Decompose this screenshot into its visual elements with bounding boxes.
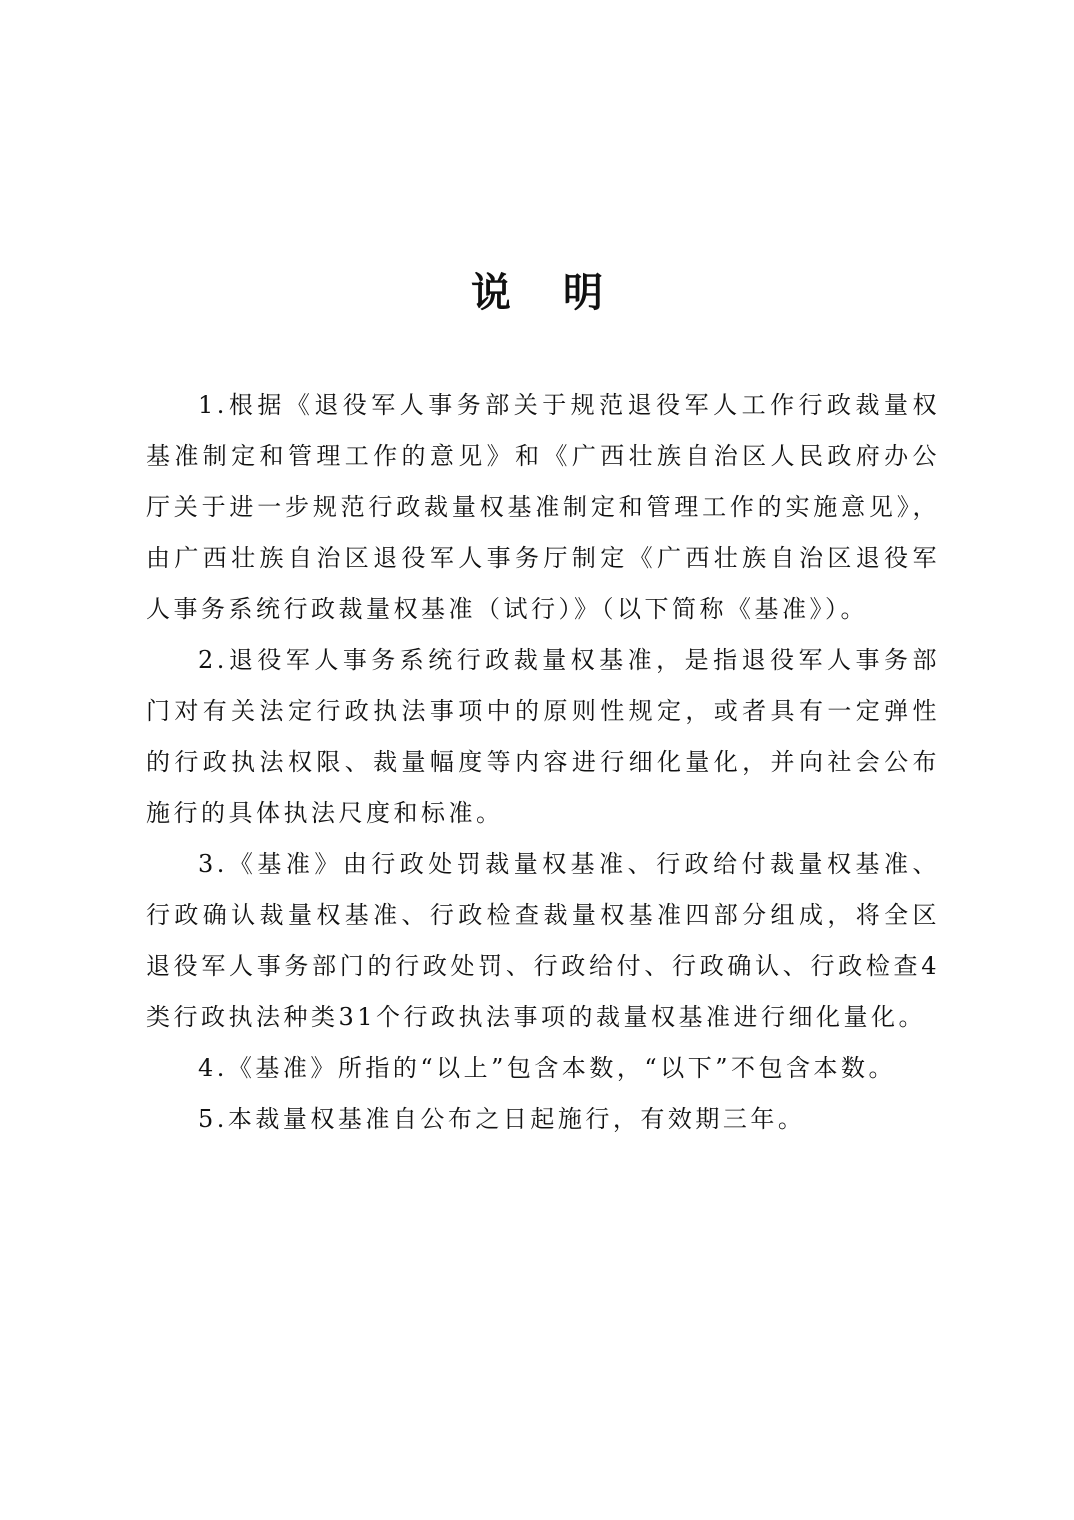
document-body <box>146 380 940 1145</box>
paragraph-1: 1.根据《退役军人事务部关于规范退役军人工作行政裁量权基准制定和管理工作的意见》和《广西壮族自治区人民政府办公厅关于进一步规范行政裁量权基准制定和管理工作的实施意见》，由广西壮族自治区退役军人事务厅制定《广西壮族自治区退役军人事务系统行政裁量权基准（试行）》（以下简称《基准》）。 <box>146 391 940 623</box>
paragraph-3: 3.《基准》由行政处罚裁量权基准、行政给付裁量权基准、行政确认裁量权基准、行政检查裁量权基准四部分组成，将全区退役军人事务部门的行政处罚、行政给付、行政确认、行政检查4类行政执法种类31个行政执法事项的裁量权基准进行细化量化。 <box>146 850 940 1031</box>
paragraph-5: 5.本裁量权基准自公布之日起施行，有效期三年。 <box>198 1105 806 1133</box>
page-title: 说明 <box>471 269 655 316</box>
paragraph-2: 2.退役军人事务系统行政裁量权基准，是指退役军人事务部门对有关法定行政执法事项中的原则性规定，或者具有一定弹性的行政执法权限、裁量幅度等内容进行细化量化，并向社会公布施行的具体执法尺度和标准。 <box>146 646 940 827</box>
paragraph-4: 4.《基准》所指的“以上”包含本数，“以下”不包含本数。 <box>198 1054 896 1082</box>
